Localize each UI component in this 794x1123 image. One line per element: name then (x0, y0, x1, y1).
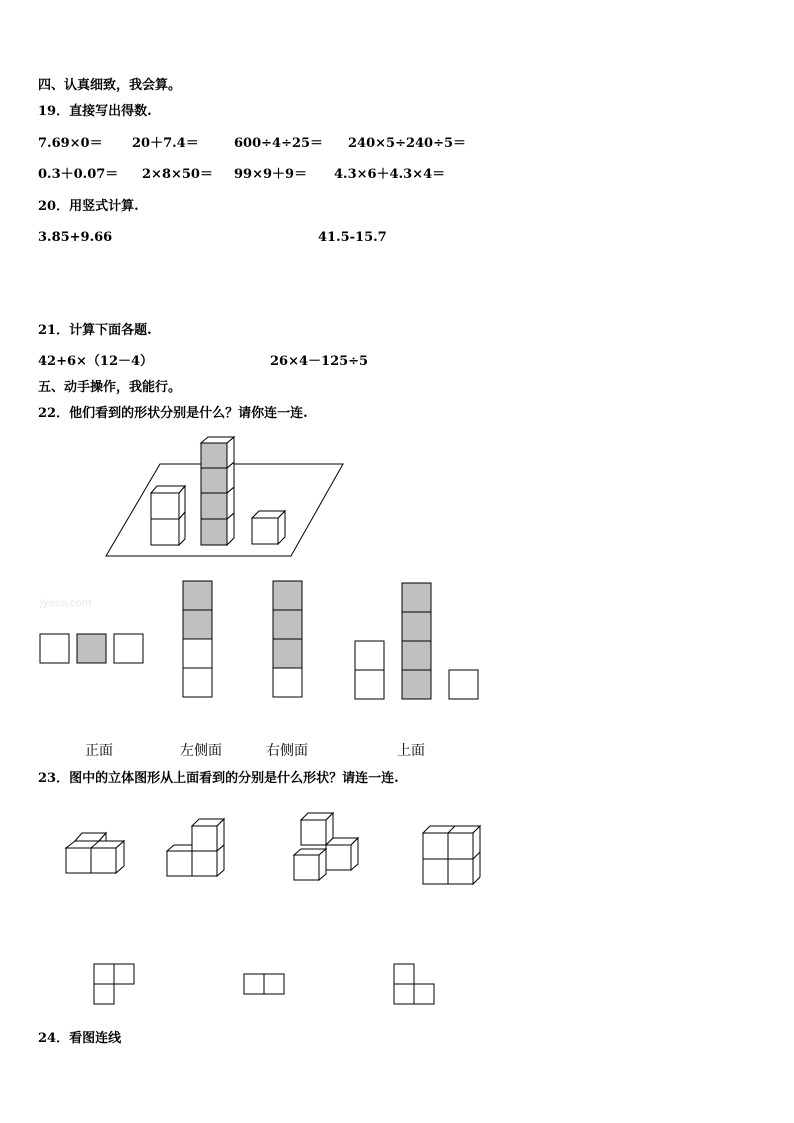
top-view-c (394, 964, 434, 1004)
q19-r2-c2: 2×8×50＝ (142, 167, 213, 182)
q19-r2-c1: 0.3＋0.07＝ (38, 167, 119, 182)
q20-item-2: 41.5-15.7 (318, 230, 387, 245)
q23-title: 23．图中的立体图形从上面看到的分别是什么形状？请连一连. (38, 771, 399, 786)
solid-1 (66, 833, 124, 873)
q19-r2-c3: 99×9＋9＝ (234, 167, 308, 182)
label-right-side: 右侧面 (266, 743, 308, 759)
q19-r2-c4: 4.3×6＋4.3×4＝ (334, 167, 446, 182)
label-left-side: 左侧面 (180, 743, 222, 759)
section5-heading: 五、动手操作，我能行。 (38, 380, 182, 395)
q21-title: 21．计算下面各题. (38, 323, 152, 338)
q19-r1-c1: 7.69×0＝ (38, 136, 103, 151)
solid-2 (167, 819, 224, 876)
q21-item-1: 42+6×（12－4） (38, 354, 154, 369)
q24-title: 24．看图连线 (38, 1031, 122, 1046)
section4-heading: 四、认真细致，我会算。 (38, 78, 182, 93)
q20-item-1: 3.85+9.66 (38, 230, 113, 245)
watermark: jyeoo.com (40, 598, 92, 609)
q19-r1-c4: 240×5÷240÷5＝ (348, 136, 467, 151)
q19-r1-c3: 600÷4÷25＝ (234, 136, 324, 151)
q19-title: 19．直接写出得数. (38, 104, 152, 119)
solid-4 (423, 826, 480, 884)
q21-item-2: 26×4－125÷5 (270, 354, 369, 369)
q20-title: 20．用竖式计算. (38, 199, 139, 214)
top-view-b (244, 974, 284, 994)
q22-title: 22．他们看到的形状分别是什么？请你连一连. (38, 406, 308, 421)
label-top: 上面 (397, 743, 425, 759)
top-view-a (94, 964, 134, 1004)
label-front: 正面 (85, 743, 113, 759)
solid-3 (294, 813, 358, 880)
q19-r1-c2: 20＋7.4＝ (132, 136, 199, 151)
